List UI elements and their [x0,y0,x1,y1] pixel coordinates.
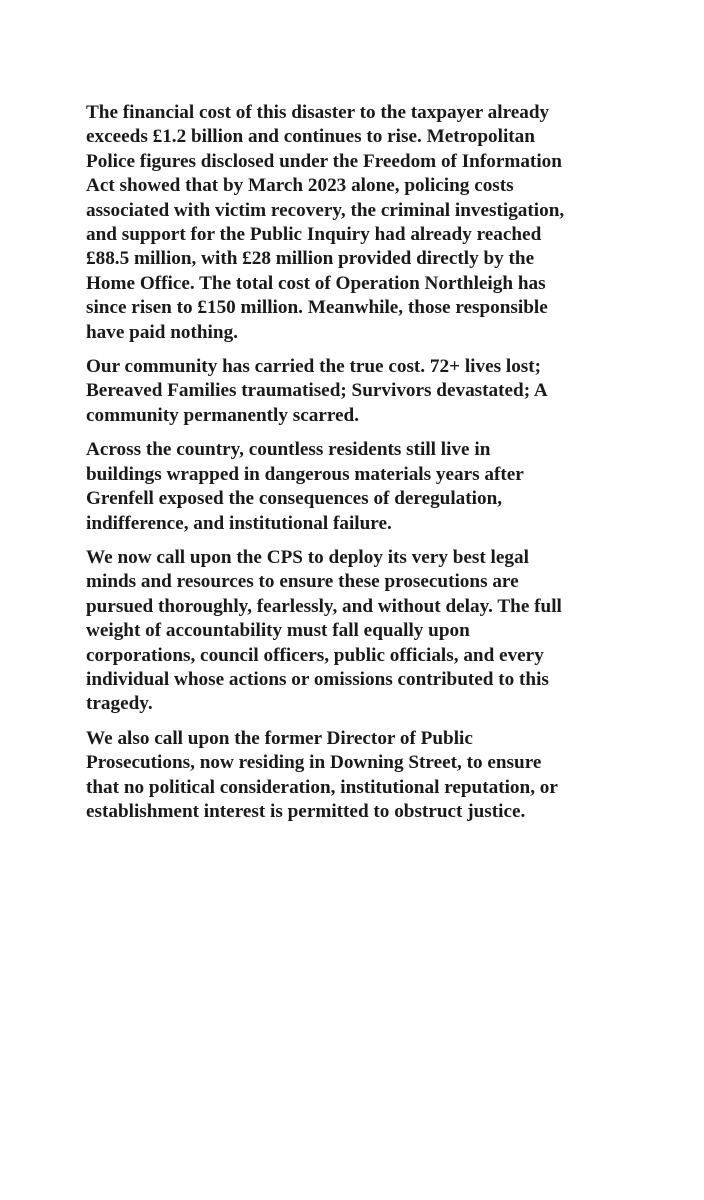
paragraph-call-upon-former-dpp: We also call upon the former Director of Public Prosecutions, now residing in Downing Street, to ensure that no political consideration, institutional reputation, or establishment interest is permitted to obstruct justice. [86,727,558,822]
paragraph-community-cost: Our community has carried the true cost. 72+ lives lost; Bereaved Families traumatised; Survivors devastated; A community permanently scarred. [86,356,548,426]
paragraph-financial-cost: The financial cost of this disaster to the taxpayer already exceeds £1.2 billion and continues to rise. Metropolitan Police figures disclosed under the Freedom of Information Act showed that by March 2023 alone, policing costs associated with victim recovery, the criminal investigation, and support for the Public Inquiry had already reached £88.5 million, with £28 million provided directly by the Home Office. The total cost of Operation Northleigh has since risen to £150 million. Meanwhile, those responsible have paid nothing. [86,102,565,343]
paragraph-call-upon-cps: We now call upon the CPS to deploy its very best legal minds and resources to ensure these prosecutions are pursued thoroughly, fearlessly, and without delay. The full weight of accountability must fall equally upon corporations, council officers, public officials, and every individual whose actions or omissions contributed to this tragedy. [86,546,562,715]
document-body [86,101,626,834]
paragraph-dangerous-buildings: Across the country, countless residents still live in buildings wrapped in dangerous materials years after Grenfell exposed the consequences of deregulation, indifference, and institutional failure. [86,439,524,534]
